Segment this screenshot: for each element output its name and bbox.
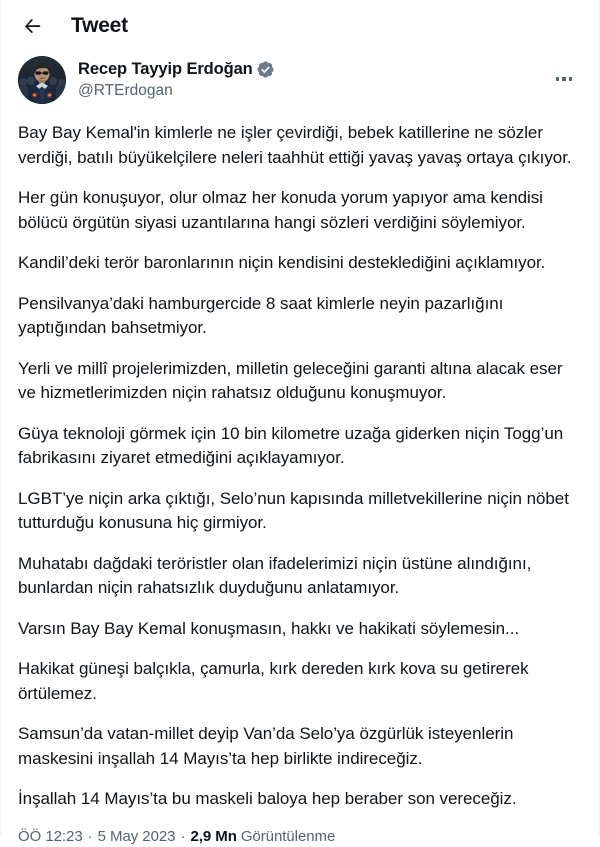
meta-separator: · (180, 827, 186, 845)
author-row (1, 52, 599, 104)
tweet-paragraph: Pensilvanya’daki hamburgercide 8 saat kimlerle neyin pazarlığını yaptığından bahsetmiyor. (18, 293, 504, 337)
avatar-image (18, 56, 66, 104)
tweet-paragraph: Muhatabı dağdaki teröristler olan ifadelerimizi niçin üstüne alındığını, bunlardan niçin rahatsızlık duyduğunu anlatamıyor. (18, 553, 532, 597)
author-meta (78, 56, 275, 101)
views-label: Görüntülenme (240, 827, 336, 845)
author-name-line (78, 59, 275, 79)
avatar[interactable] (18, 56, 66, 104)
verified-badge-icon (256, 59, 275, 79)
tweet-paragraph: Kandil’deki terör baronlarının niçin kendisini desteklediğini açıklamıyor. (18, 253, 546, 272)
author-display-name[interactable]: Recep Tayyip Erdoğan (78, 60, 253, 78)
page-header (1, 0, 599, 52)
tweet-paragraph: Varsın Bay Bay Kemal konuşmasın, hakkı ve hakikati söylemesin... (18, 618, 520, 638)
more-options-icon (556, 77, 573, 81)
tweet-paragraph: LGBT’ye niçin arka çıktığı, Selo’nun kapısında milletvekillerine niçin nöbet tutturduğu konusuna hiç girmiyor. (18, 488, 569, 532)
tweet-paragraph: Bay Bay Kemal'in kimlerle ne işler çevirdiği, bebek katillerine ne sözler verdiği, batılı büyükelçilere neleri taahhüt ettiği yavaş yavaş ortaya çıkıyor. (18, 123, 572, 167)
more-options-button[interactable] (547, 62, 581, 96)
views-count[interactable]: 2,9 Mn (190, 827, 237, 845)
tweet-paragraph: Güya teknoloji görmek için 10 bin kilometre uzağa giderken niçin Togg’un fabrikasını ziyaret etmediğini açıklayamıyor. (18, 423, 564, 467)
tweet-paragraph: İnşallah 14 Mayıs’ta bu maskeli baloya hep beraber son vereceğiz. (18, 789, 517, 808)
author-handle[interactable]: @RTErdogan (78, 82, 173, 99)
tweet-text (1, 104, 599, 812)
tweet-paragraph: Yerli ve millî projelerimizden, milletin geleceğini garanti altına alacak eser ve hizmetlerimizden niçin rahatsız olduğunu konuşmuyor. (18, 358, 563, 402)
page-title: Tweet (71, 14, 128, 37)
tweet-paragraph: Samsun’da vatan-millet deyip Van’da Selo’ya özgürlük isteyenlerin maskesini inşallah 14 Mayıs’ta hep birlikte indireceğiz. (18, 724, 514, 768)
back-button[interactable] (15, 9, 49, 43)
tweet-paragraph: Hakikat güneşi balçıkla, çamurla, kırk dereden kırk kova su getirerek örtülemez. (18, 659, 529, 703)
back-arrow-icon (22, 16, 43, 37)
meta-separator: · (87, 827, 93, 845)
tweet-paragraph: Her gün konuşuyor, olur olmaz her konuda yorum yapıyor ama kendisi bölücü örgütün siyasi uzantılarına hangi sözleri verdiğini söylemiyor. (18, 188, 543, 232)
tweet-metadata (1, 812, 599, 847)
tweet-date: 5 May 2023 (97, 827, 176, 845)
tweet-time: ÖÖ 12:23 (18, 827, 83, 845)
